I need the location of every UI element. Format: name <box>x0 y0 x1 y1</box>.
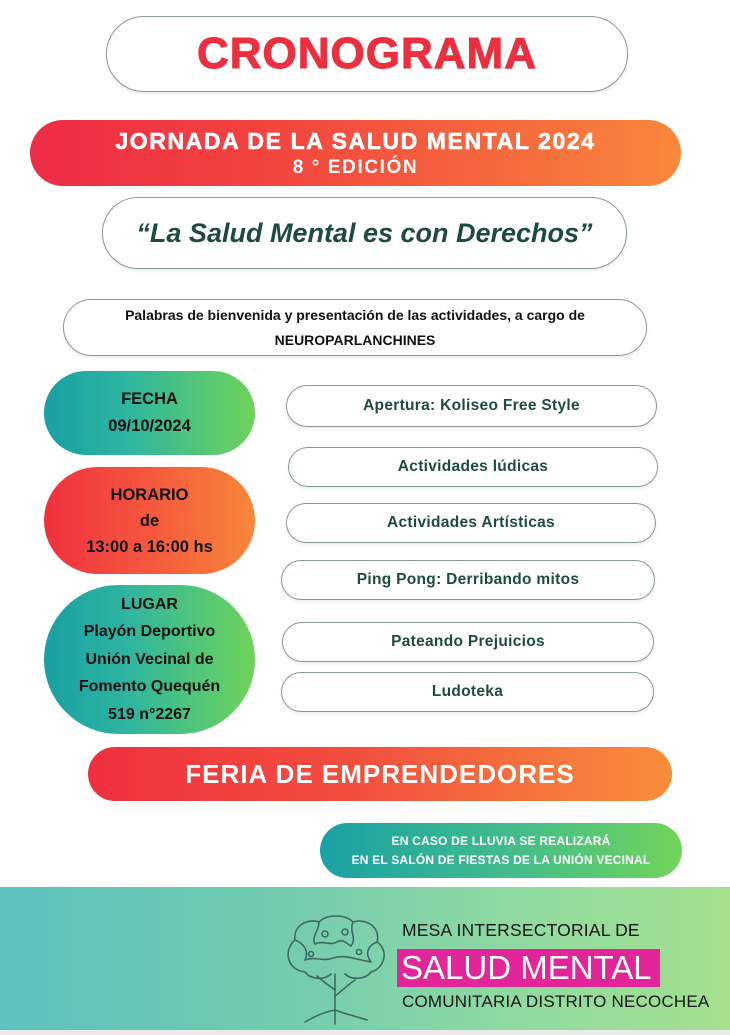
org-name-line-1: MESA INTERSECTORIAL DE <box>402 920 640 940</box>
activity-item: Apertura: Koliseo Free Style <box>286 385 657 427</box>
location-pill <box>44 585 255 734</box>
rain-notice <box>320 823 682 878</box>
slogan-box <box>102 197 627 269</box>
location-line-3: Fomento Quequén <box>78 678 221 696</box>
activity-item: Pateando Prejuicios <box>282 622 654 662</box>
org-name-line-3: COMUNITARIA DISTRITO NECOCHEA <box>402 992 710 1011</box>
activity-item: Ludoteka <box>281 672 654 712</box>
location-line-4: 519 n°2267 <box>108 705 191 723</box>
rain-notice-line-2: EN EL SALÓN DE FIESTAS DE LA UNIÓN VECINAL <box>351 852 651 867</box>
welcome-line-2: NEUROPARLANCHINES <box>274 331 436 348</box>
date-value: 09/10/2024 <box>108 417 191 435</box>
brain-tree-puzzle-icon <box>275 910 395 1028</box>
event-edition: 8 ° EDICIÓN <box>292 156 419 178</box>
title-box <box>106 16 628 92</box>
welcome-box <box>63 299 647 356</box>
activity-item: Ping Pong: Derribando mitos <box>281 560 655 600</box>
org-name-highlight: SALUD MENTAL <box>397 949 660 987</box>
event-title: JORNADA DE LA SALUD MENTAL 2024 <box>115 127 596 154</box>
time-pill <box>44 467 255 574</box>
time-value: 13:00 a 16:00 hs <box>86 537 213 556</box>
date-label: FECHA <box>121 390 178 408</box>
bottom-strip <box>0 1030 730 1035</box>
time-connector: de <box>139 511 160 530</box>
welcome-text <box>125 303 585 353</box>
event-banner <box>30 120 681 186</box>
feria-banner: FERIA DE EMPRENDEDORES <box>88 747 672 801</box>
page-title: CRONOGRAMA <box>197 29 537 78</box>
location-line-2: Unión Vecinal de <box>85 650 214 668</box>
time-label: HORARIO <box>110 485 189 504</box>
activity-item: Actividades Artísticas <box>286 503 656 543</box>
activity-item: Actividades lúdicas <box>288 447 658 487</box>
rain-notice-line-1: EN CASO DE LLUVIA SE REALIZARÁ <box>391 833 611 848</box>
welcome-line-1: Palabras de bienvenida y presentación de las actividades, a cargo de <box>125 306 585 323</box>
date-pill <box>44 371 255 455</box>
location-line-1: Playón Deportivo <box>83 623 216 641</box>
location-label: LUGAR <box>121 595 178 613</box>
slogan: “La Salud Mental es con Derechos” <box>136 217 593 248</box>
